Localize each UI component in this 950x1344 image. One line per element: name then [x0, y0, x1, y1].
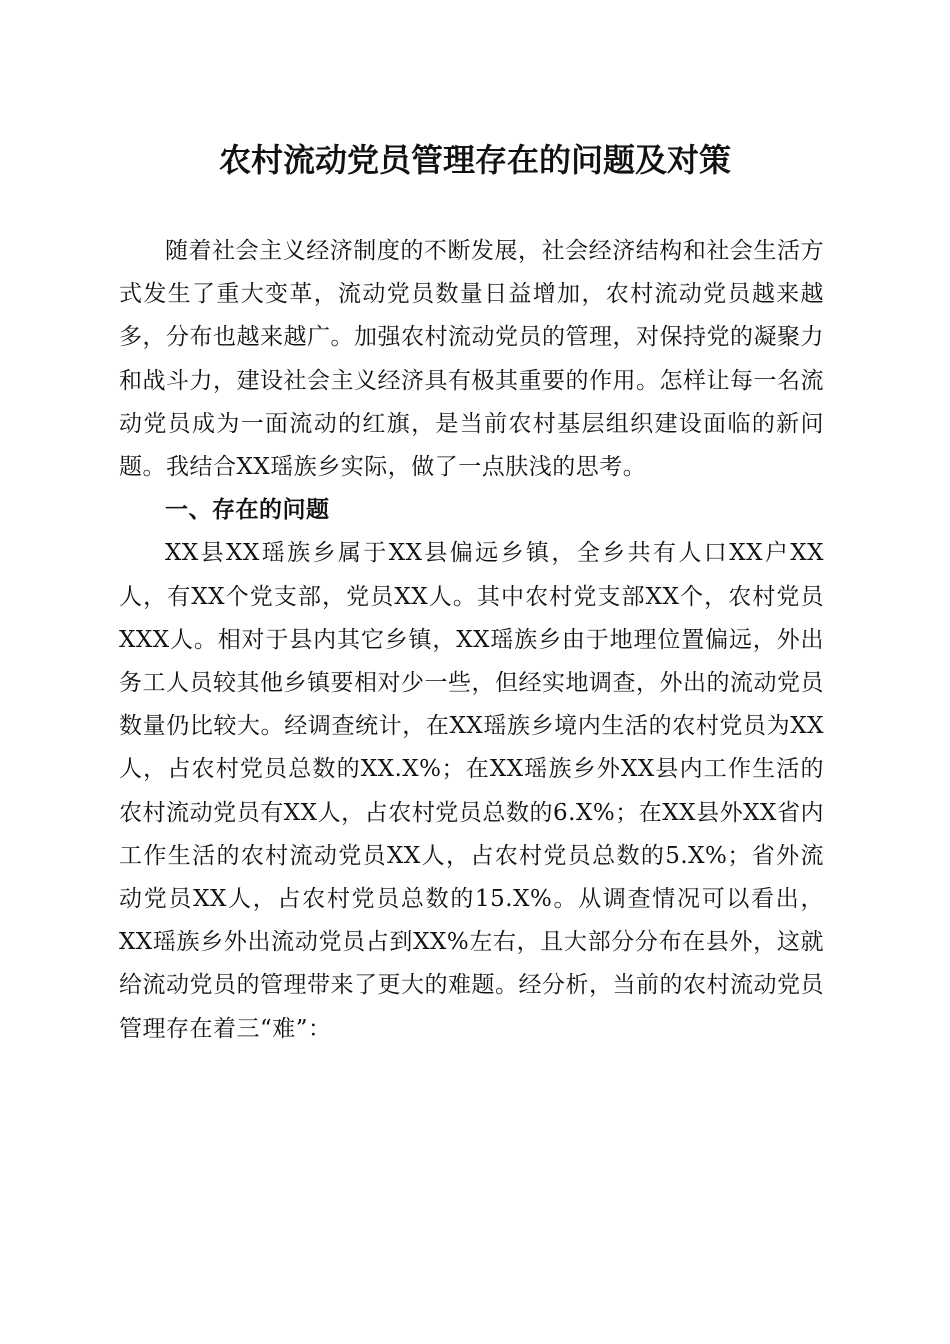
paragraph-problems: XX县XX瑶族乡属于XX县偏远乡镇，全乡共有人口XX户XX人，有XX个党支部，党员XX人。其中农村党支部XX个，农村党员XXX人。相对于县内其它乡镇，XX瑶族乡由于地理位置偏远，外出务工人员较其他乡镇要相对少一些，但经实地调查，外出的流动党员数量仍比较大。经调查统计，在XX瑶族乡境内生活的农村党员为XX人，占农村党员总数的XX.X%；在XX瑶族乡外XX县内工作生活的农村流动党员有XX人，占农村党员总数的6.X%；在XX县外XX省内工作生活的农村流动党员XX人，占农村党员总数的5.X%；省外流动党员XX人，占农村党员总数的15.X%。从调查情况可以看出，XX瑶族乡外出流动党员占到XX%左右，且大部分分布在县外，这就给流动党员的管理带来了更大的难题。经分析，当前的农村流动党员管理存在着三“难”： — [119, 540, 824, 1042]
paragraph-intro: 随着社会主义经济制度的不断发展，社会经济结构和社会生活方式发生了重大变革，流动党员数量日益增加，农村流动党员越来越多，分布也越来越广。加强农村流动党员的管理，对保持党的凝聚力和战斗力，建设社会主义经济具有极其重要的作用。怎样让每一名流动党员成为一面流动的红旗，是当前农村基层组织建设面临的新问题。我结合XX瑶族乡实际，做了一点肤浅的思考。 — [119, 238, 824, 481]
section-heading-problems: 一、存在的问题 — [165, 497, 330, 524]
document-body — [119, 230, 824, 1051]
document-title: 农村流动党员管理存在的问题及对策 — [218, 141, 731, 179]
